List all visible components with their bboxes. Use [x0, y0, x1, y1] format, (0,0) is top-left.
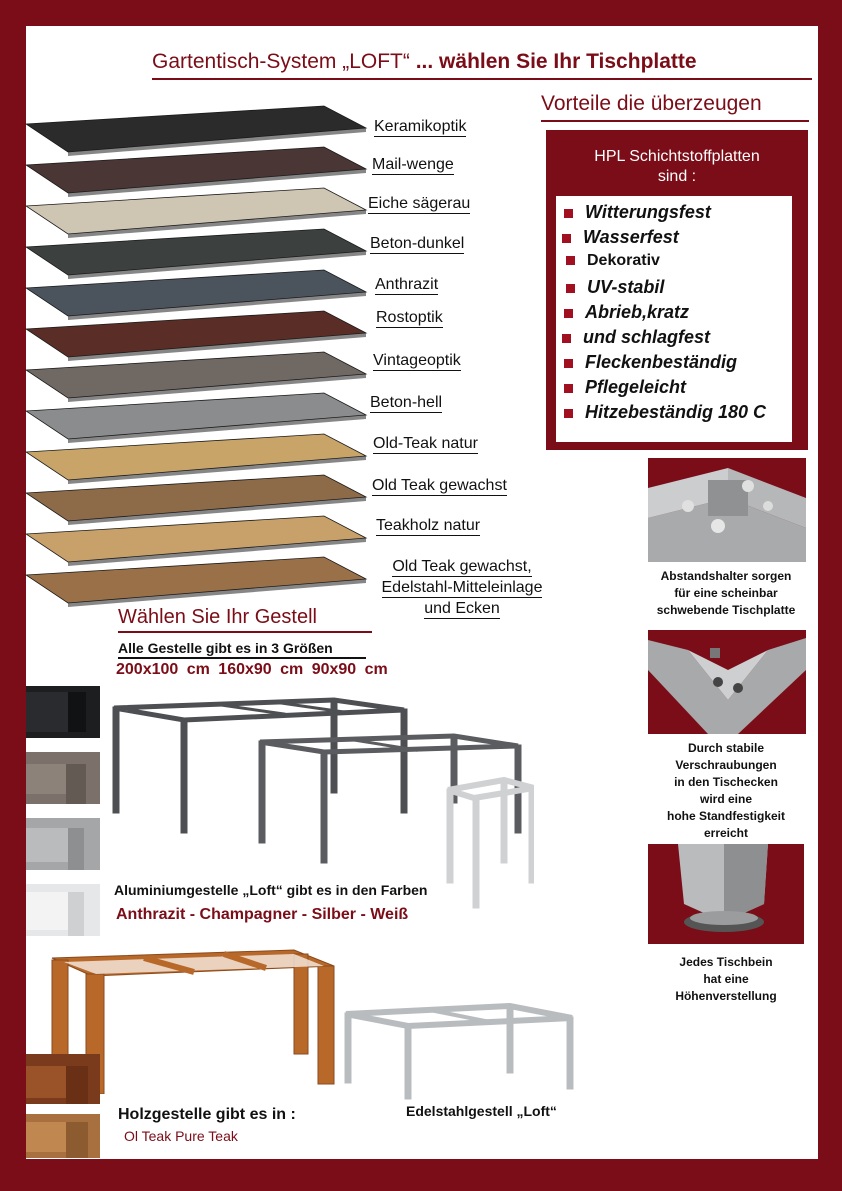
- tabletop-label: Eiche sägerau: [368, 195, 471, 212]
- swatch-pure-teak: [26, 1114, 100, 1158]
- advantage-item: UV-stabil: [566, 277, 664, 298]
- bullet-square-icon: [562, 334, 571, 343]
- advantages-list: [556, 196, 792, 442]
- advantages-box-title: [546, 147, 808, 187]
- swatch-ol-teak: [26, 1054, 100, 1104]
- page-title: Gartentisch-System „LOFT“ ... wählen Sie Ihr Tischplatte: [152, 50, 697, 73]
- advantage-item: Abrieb,kratz: [564, 302, 689, 323]
- detail-caption-leg: Jedes Tischbein hat eine Höhenverstellung: [675, 955, 777, 1003]
- advantage-item: Fleckenbeständig: [564, 352, 737, 373]
- tabletop-label: Vintageoptik: [373, 352, 461, 369]
- tabletop-label: Rostoptik: [376, 309, 443, 326]
- bullet-square-icon: [566, 284, 575, 293]
- advantage-item: Witterungsfest: [564, 202, 711, 223]
- aluminium-colors: Anthrazit - Champagner - Silber - Weiß: [116, 906, 409, 923]
- box-title-line-2: sind :: [657, 168, 697, 185]
- detail-photo-screws: [648, 630, 806, 734]
- tabletop-label: Beton-dunkel: [370, 235, 465, 252]
- advantage-item: und schlagfest: [562, 327, 710, 348]
- advantages-heading: Vorteile die überzeugen: [541, 92, 762, 115]
- tabletop-label: Old-Teak natur: [373, 435, 478, 452]
- advantage-item: Hitzebeständig 180 C: [564, 402, 766, 423]
- steel-frame-image: [340, 1000, 580, 1100]
- swatch-weiss: [26, 884, 100, 936]
- advantages-underline: [541, 120, 809, 122]
- detail-caption-spacer: Abstandshalter sorgen für eine scheinbar schwebende Tischplatte: [656, 569, 796, 617]
- tabletop-label: Mail-wenge: [372, 156, 454, 173]
- wood-options: Ol Teak Pure Teak: [124, 1128, 238, 1144]
- tabletop-label-multiline: Old Teak gewachst, Edelstahl-Mitteleinlage und Ecken: [381, 558, 543, 617]
- aluminium-frames-text: Aluminiumgestelle „Loft“ gibt es in den Farben: [114, 882, 428, 898]
- tabletop-label: Teakholz natur: [376, 517, 481, 534]
- advantage-item: Dekorativ: [566, 252, 660, 270]
- bullet-square-icon: [562, 234, 571, 243]
- bullet-square-icon: [566, 256, 575, 265]
- advantage-item: Wasserfest: [562, 227, 679, 248]
- sizes-values: 200x100 cm 160x90 cm 90x90 cm: [116, 661, 388, 678]
- title-underline: [152, 78, 812, 80]
- swatch-champagner: [26, 752, 100, 804]
- frames-heading: Wählen Sie Ihr Gestell: [118, 606, 317, 628]
- bullet-square-icon: [564, 384, 573, 393]
- bullet-square-icon: [564, 309, 573, 318]
- steel-frame-text: Edelstahlgestell „Loft“: [406, 1103, 557, 1119]
- tabletop-label: Keramikoptik: [374, 118, 467, 135]
- detail-caption-screws: Durch stabile Verschraubungen in den Tischecken wird eine hohe Standfestigkeit erreicht: [666, 741, 785, 840]
- advantage-item: Pflegeleicht: [564, 377, 686, 398]
- tabletop-label: Anthrazit: [375, 276, 439, 293]
- sizes-label: Alle Gestelle gibt es in 3 Größen: [118, 640, 333, 656]
- wood-frames-text: Holzgestelle gibt es in :: [118, 1106, 296, 1123]
- detail-photo-leg: [648, 844, 804, 944]
- bullet-square-icon: [564, 209, 573, 218]
- detail-photo-spacer: [648, 458, 806, 562]
- bullet-square-icon: [564, 359, 573, 368]
- swatch-silber: [26, 818, 100, 870]
- bullet-square-icon: [564, 409, 573, 418]
- sizes-underline: [118, 657, 366, 659]
- tabletop-label: Beton-hell: [370, 394, 443, 411]
- swatch-anthrazit: [26, 686, 100, 738]
- tabletop-stack: [24, 100, 374, 610]
- box-title-line-1: HPL Schichtstoffplatten: [594, 148, 760, 165]
- frames-heading-underline: [118, 631, 372, 633]
- tabletop-label: Old Teak gewachst: [372, 477, 507, 494]
